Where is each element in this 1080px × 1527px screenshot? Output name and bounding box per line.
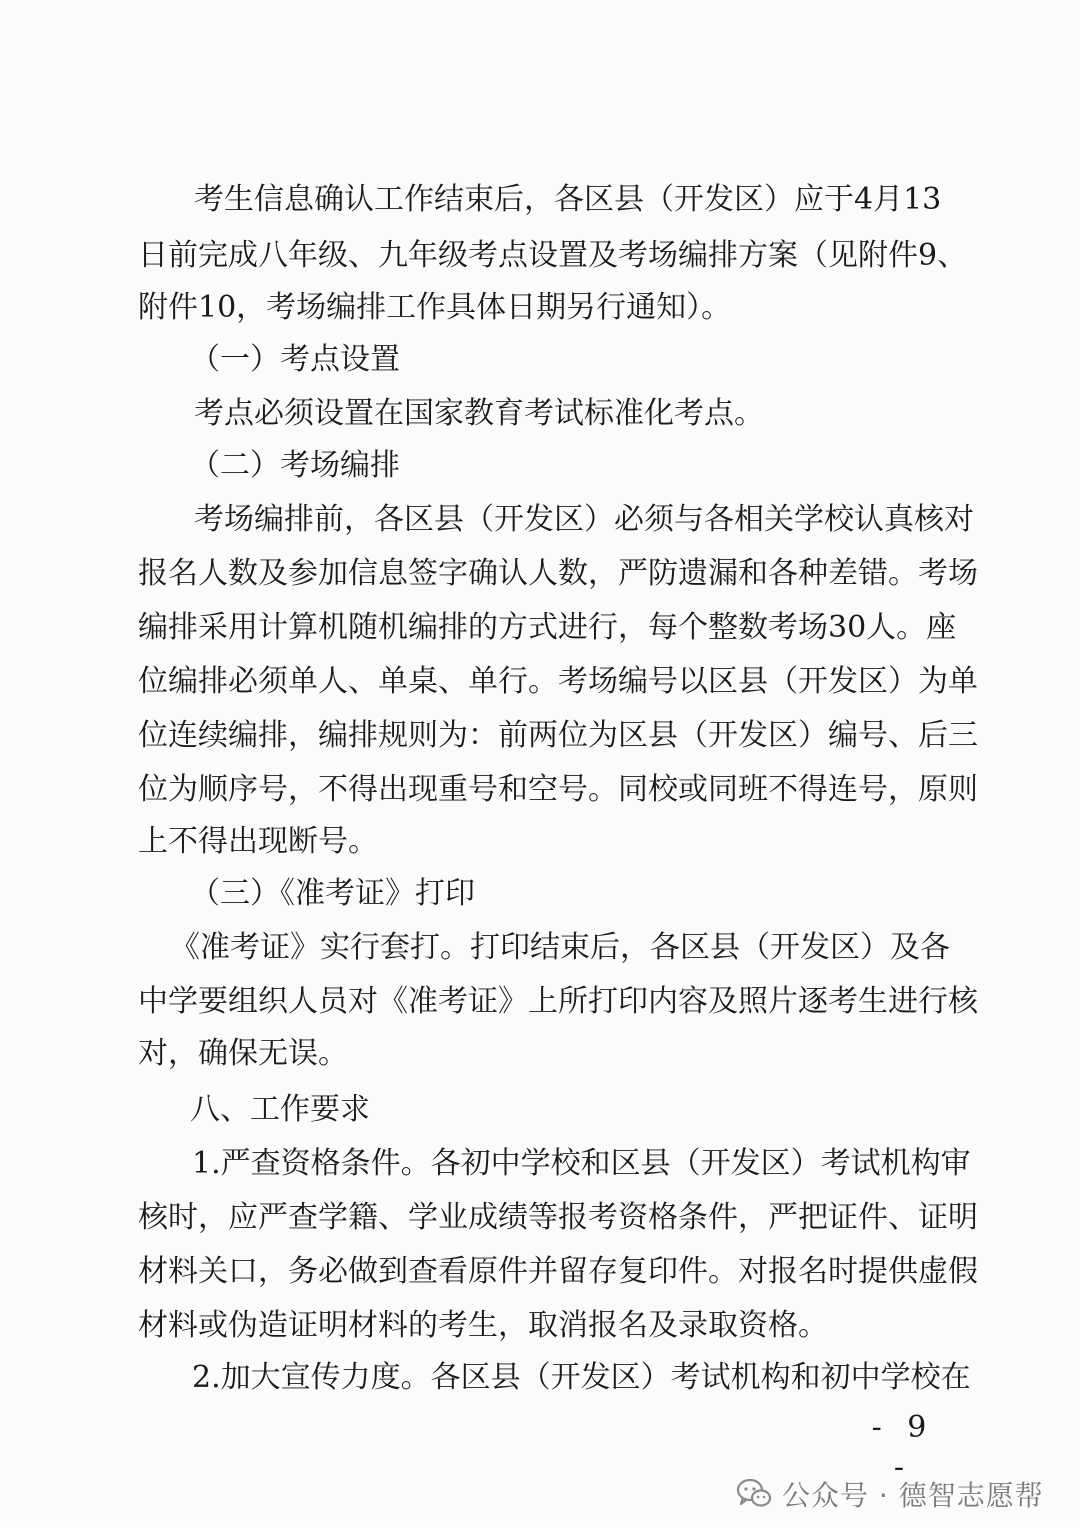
- paragraph-line: 上不得出现断号。: [138, 824, 378, 859]
- paragraph-line: 位编排必须单人、单桌、单行。考场编号以区县（开发区）为单: [138, 664, 978, 699]
- paragraph-line: 位连续编排，编排规则为：前两位为区县（开发区）编号、后三: [138, 718, 978, 753]
- wechat-icon: [736, 1478, 772, 1510]
- paragraph-line: 材料关口，务必做到查看原件并留存复印件。对报名时提供虚假: [138, 1254, 978, 1289]
- section-heading: （三）《准考证》打印: [190, 876, 475, 911]
- paragraph-line: 编排采用计算机随机编排的方式进行，每个整数考场30人。座: [138, 610, 957, 645]
- paragraph-line: 考点必须设置在国家教育考试标准化考点。: [194, 396, 764, 431]
- paragraph-line: 材料或伪造证明材料的考生，取消报名及录取资格。: [138, 1308, 828, 1343]
- paragraph-line: 2.加大宣传力度。各区县（开发区）考试机构和初中学校在: [192, 1360, 971, 1395]
- paragraph-line: 《准考证》实行套打。打印结束后，各区县（开发区）及各: [170, 930, 950, 965]
- paragraph-line: 附件10，考场编排工作具体日期另行通知）。: [138, 290, 732, 325]
- paragraph-line: 位为顺序号，不得出现重号和空号。同校或同班不得连号，原则: [138, 772, 978, 807]
- watermark: [736, 1474, 1044, 1514]
- paragraph-line: 中学要组织人员对《准考证》上所打印内容及照片逐考生进行核: [138, 984, 978, 1019]
- paragraph-line: 对，确保无误。: [138, 1036, 348, 1071]
- section-heading: （一）考点设置: [190, 342, 400, 377]
- paragraph-line: 考生信息确认工作结束后，各区县（开发区）应于4月13: [194, 182, 942, 217]
- paragraph-line: 日前完成八年级、九年级考点设置及考场编排方案（见附件9、: [138, 238, 968, 273]
- paragraph-line: 考场编排前，各区县（开发区）必须与各相关学校认真核对: [194, 502, 974, 537]
- watermark-text: 公众号 · 德智志愿帮: [782, 1479, 1044, 1512]
- paragraph-line: 核时，应严查学籍、学业成绩等报考资格条件，严把证件、证明: [138, 1200, 978, 1235]
- page-number: - 9 -: [871, 1410, 935, 1485]
- paragraph-line: 1.严查资格条件。各初中学校和区县（开发区）考试机构审: [192, 1146, 971, 1181]
- section-heading: 八、工作要求: [190, 1092, 370, 1127]
- section-heading: （二）考场编排: [190, 448, 400, 483]
- paragraph-line: 报名人数及参加信息签字确认人数，严防遗漏和各种差错。考场: [138, 556, 978, 591]
